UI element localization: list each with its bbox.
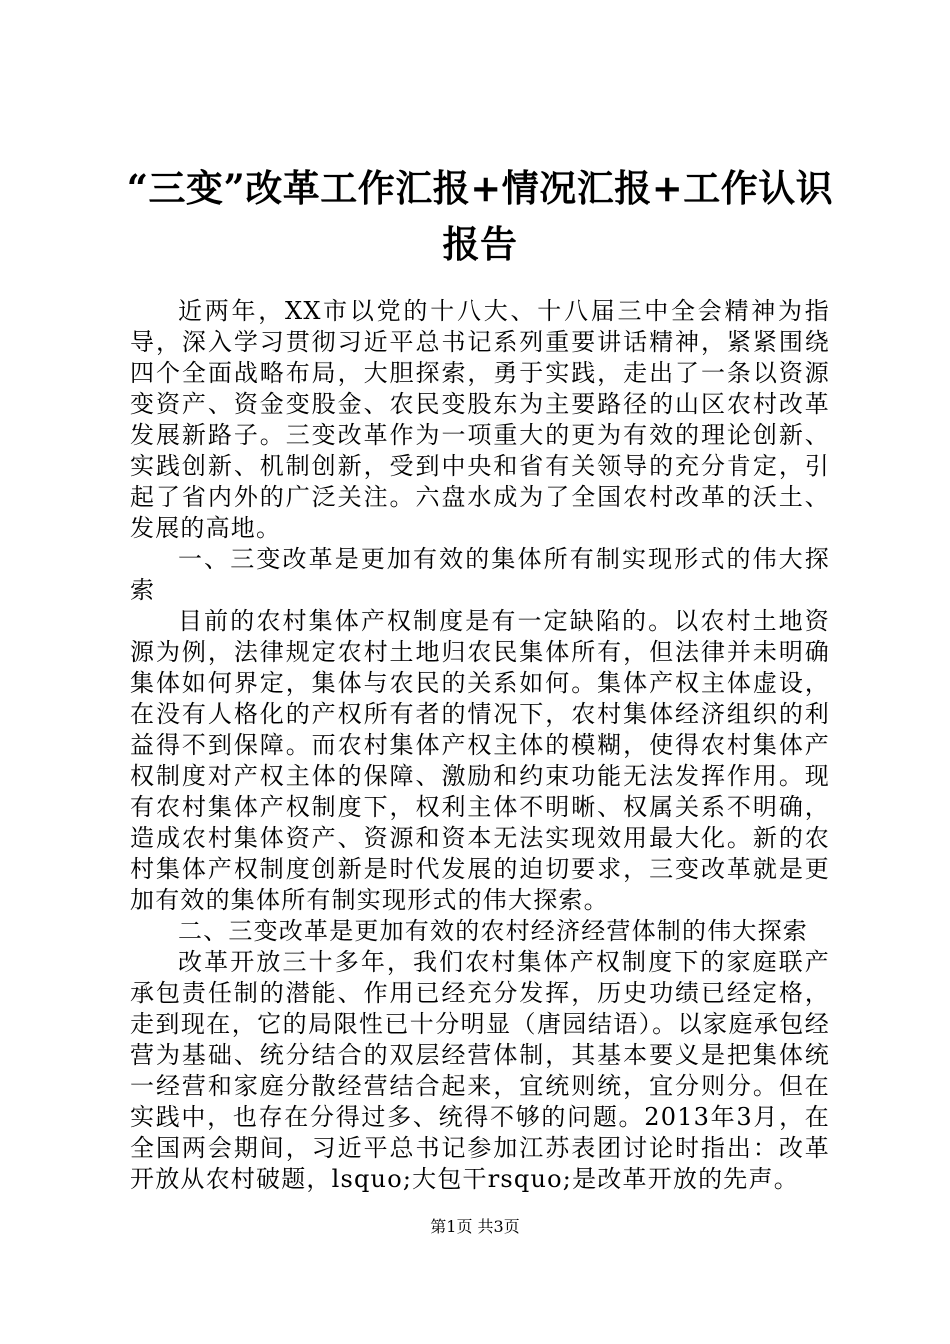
document-body	[130, 296, 830, 1195]
paragraph-section-1: 目前的农村集体产权制度是有一定缺陷的。以农村土地资源为例，法律规定农村土地归农民集体所有，但法律并未明确集体如何界定，集体与农民的关系如何。集体产权主体虚设，在没有人格化的产权所有者的情况下，农村集体经济组织的利益得不到保障。而农村集体产权主体的模糊，使得农村集体产权制度对产权主体的保障、激励和约束功能无法发挥作用。现有农村集体产权制度下，权利主体不明晰、权属关系不明确，造成农村集体资产、资源和资本无法实现效用最大化。新的农村集体产权制度创新是时代发展的迫切要求，三变改革就是更加有效的集体所有制实现形式的伟大探索。	[130, 607, 830, 914]
document-title: “三变”改革工作汇报+情况汇报+工作认识报告	[126, 166, 834, 266]
section-heading-1: 一、三变改革是更加有效的集体所有制实现形式的伟大探索	[130, 545, 830, 604]
section-heading-2: 二、三变改革是更加有效的农村经济经营体制的伟大探索	[178, 917, 808, 945]
paragraph-intro: 近两年，XX市以党的十八大、十八届三中全会精神为指导，深入学习贯彻习近平总书记系列重要讲话精神，紧紧围绕四个全面战略布局，大胆探索，勇于实践，走出了一条以资源变资产、资金变股金、农民变股东为主要路径的山区农村改革发展新路子。三变改革作为一项重大的更为有效的理论创新、实践创新、机制创新，受到中央和省有关领导的充分肯定，引起了省内外的广泛关注。六盘水成为了全国农村改革的沃土、发展的高地。	[130, 297, 830, 542]
page-number-footer: 第1页 共3页	[430, 1217, 520, 1236]
paragraph-section-2: 改革开放三十多年，我们农村集体产权制度下的家庭联产承包责任制的潜能、作用已经充分发挥，历史功绩已经定格，走到现在，它的局限性已十分明显（唐园结语）。以家庭承包经营为基础、统分结合的双层经营体制，其基本要义是把集体统一经营和家庭分散经营结合起来，宜统则统，宜分则分。但在实践中，也存在分得过多、统得不够的问题。2013年3月，在全国两会期间，习近平总书记参加江苏表团讨论时指出：改革开放从农村破题，lsquo;大包干rsquo;是改革开放的先声。	[130, 948, 830, 1193]
